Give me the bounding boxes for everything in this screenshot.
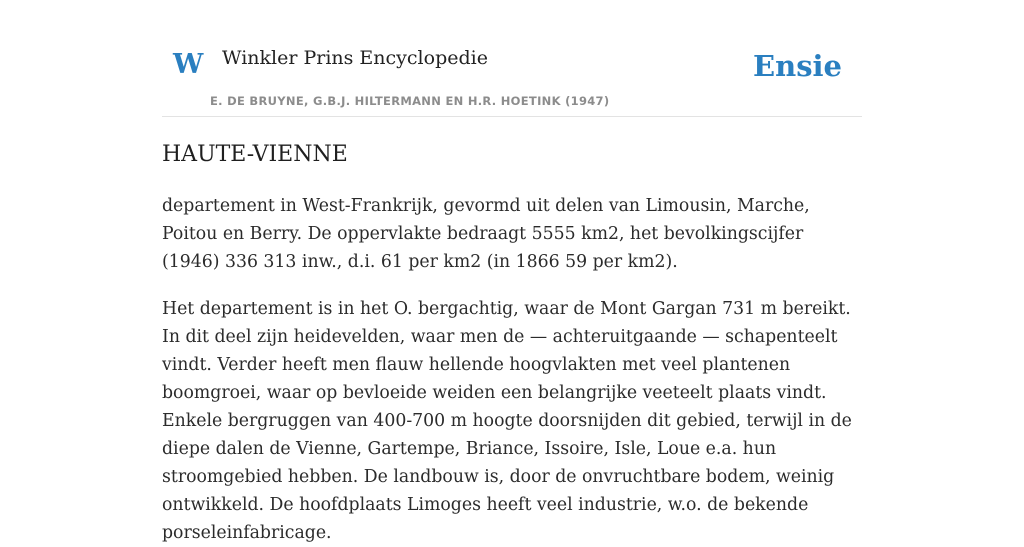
header <box>162 0 862 117</box>
ensie-brand-link[interactable]: Ensie <box>753 49 842 83</box>
article-paragraph-1: departement in West-Frankrijk, gevormd uit delen van Limousin, Marche, Poitou en Berry. De oppervlakte bedraagt 5555 km2, het bevolkingscijfer (1946) 336 313 inw., d.i. 61 per km2 (in 1866 59 per km2). <box>162 196 810 272</box>
winkler-prins-logo[interactable]: W <box>173 49 204 80</box>
article-paragraph-2: Het departement is in het O. bergachtig, waar de Mont Gargan 731 m bereikt. In dit deel zijn heidevelden, waar men de — achteruitgaande — schapenteelt vindt. Verder heeft men flauw hellende hoogvlakten met veel plantenen boomgroei, waar op bevloeide weiden een belangrijke veeteelt plaats vindt. Enkele bergruggen van 400-700 m hoogte doorsnijden dit gebied, terwijl in de diepe dalen de Vienne, Gartempe, Briance, Issoire, Isle, Loue e.a. hun stroomgebied hebben. De landbouw is, door de onvruchtbare bodem, weinig ontwikkeld. De hoofdplaats Limoges heeft veel industrie, w.o. de bekende porseleinfabricage. <box>162 299 852 543</box>
article-title: HAUTE-VIENNE <box>162 142 348 167</box>
publication-title[interactable]: Winkler Prins Encyclopedie <box>222 47 488 69</box>
content-container <box>162 0 862 543</box>
publication-authors: E. DE BRUYNE, G.B.J. HILTERMANN EN H.R. HOETINK (1947) <box>210 94 610 108</box>
